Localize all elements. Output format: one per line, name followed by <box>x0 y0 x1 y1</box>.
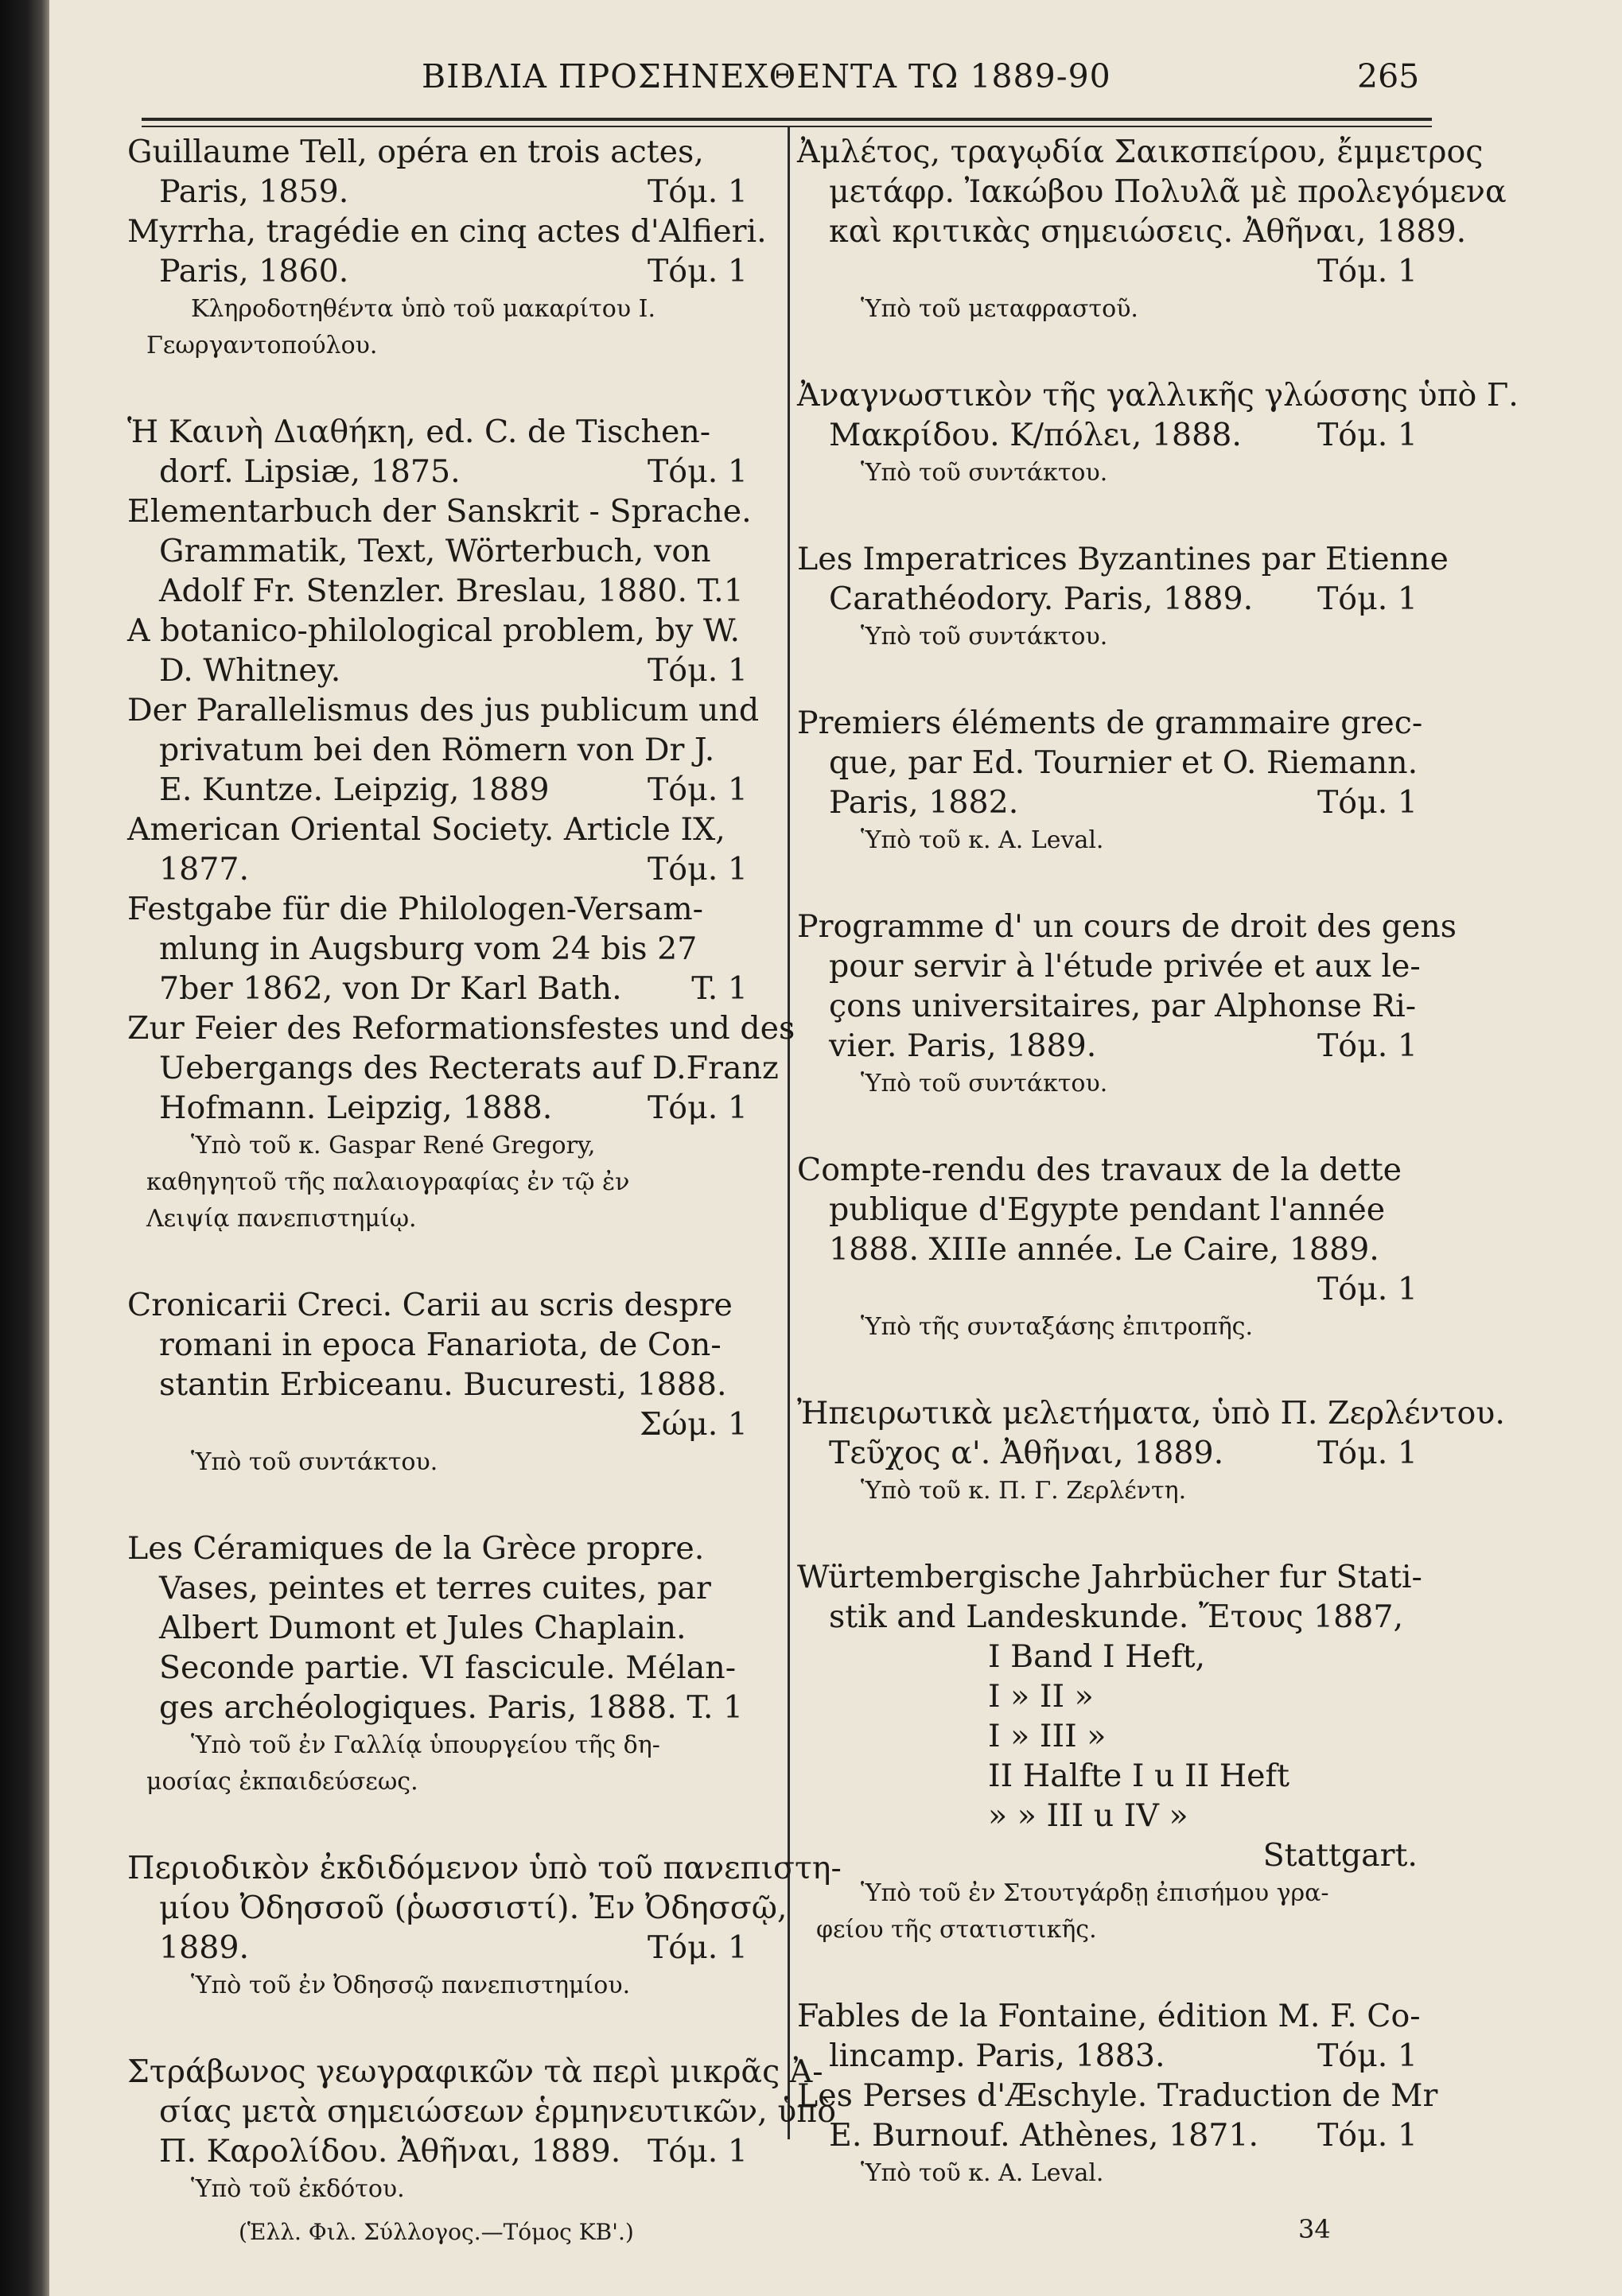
volume-count: Τόμ. 1 <box>1317 1028 1418 1064</box>
donor-line <box>797 1309 1433 1346</box>
entry-text: Hofmann. Leipzig, 1888. <box>159 1090 553 1126</box>
volume-count: Τόμ. 1 <box>647 851 748 888</box>
entry-line <box>797 2115 1433 2155</box>
donor-line <box>127 1764 764 1801</box>
entry-line <box>797 1597 1433 1637</box>
entry-text: romani in epoca Fanariota, de Con- <box>159 1327 722 1363</box>
entry-text: Λειψίᾳ πανεπιστημίῳ. <box>146 1205 417 1233</box>
entry-line <box>797 415 1433 455</box>
entry-text: Grammatik, Text, Wörterbuch, von <box>159 533 711 569</box>
entry-text: Ὑπὸ τοῦ κ. Gaspar René Gregory, <box>191 1132 596 1160</box>
entry-line <box>127 412 764 452</box>
page-number: 265 <box>1357 57 1420 95</box>
entry-line <box>797 1796 1433 1836</box>
volume-count: Τόμ. 1 <box>1317 581 1418 617</box>
bibliography-entry <box>797 1393 1505 1509</box>
volume-count: Τόμ. 1 <box>647 453 748 490</box>
entry-line <box>797 1756 1433 1796</box>
entry-line <box>797 1716 1433 1756</box>
entry-line <box>127 571 764 611</box>
entry-line <box>797 2076 1438 2115</box>
entry-text: Les Perses d'Æschyle. Traduction de Mr <box>797 2077 1438 2114</box>
entry-line <box>127 1529 764 1568</box>
entry-line <box>797 1557 1433 1597</box>
entry-text: καθηγητοῦ τῆς παλαιογραφίας ἐν τῷ ἐν <box>146 1168 630 1196</box>
entry-text: Στράβωνος γεωγραφικῶν τὰ περὶ μικρᾶς Ἀ- <box>127 2053 823 2090</box>
entry-text: Würtembergische Jahrbücher fur Stati- <box>797 1559 1422 1595</box>
donor-line <box>797 822 1433 859</box>
volume-count: Σώμ. 1 <box>639 1406 748 1443</box>
entry-text: Ὑπὸ τοῦ ἐν Γαλλίᾳ ὑπουργείου τῆς δη- <box>191 1731 660 1759</box>
entry-text: E. Burnouf. Athènes, 1871. <box>829 2117 1259 2154</box>
donor-line <box>797 1473 1433 1509</box>
entry-line <box>127 1365 764 1404</box>
entry-line <box>127 1088 764 1128</box>
donor-line <box>127 1727 764 1764</box>
entry-text: 1877. <box>159 851 250 888</box>
entry-text: Ὑπὸ τοῦ ἐκδότου. <box>191 2175 405 2203</box>
header-rule-thick <box>142 118 1432 121</box>
entry-text: Μακρίδου. Κ/πόλει, 1888. <box>829 417 1242 453</box>
entry-line <box>127 810 764 849</box>
entry-line <box>127 491 764 531</box>
volume-count: Τόμ. 1 <box>647 1090 748 1126</box>
entry-text: Ὑπὸ τοῦ κ. A. Leval. <box>861 2159 1104 2187</box>
entry-text: Π. Καρολίδου. Ἀθῆναι, 1889. <box>159 2133 621 2170</box>
entry-line <box>127 132 764 172</box>
page-title: ΒΙΒΛΙΑ ΠΡΟΣΗΝΕΧΘΕΝΤΑ ΤΩ 1889-90 <box>422 57 1111 95</box>
entry-line <box>797 579 1433 619</box>
entry-text: Seconde partie. VI fascicule. Mélan- <box>159 1649 737 1686</box>
entry-text: Elementarbuch der Sanskrit - Sprache. <box>127 493 752 530</box>
donor-line <box>797 455 1433 491</box>
entry-line <box>127 1568 764 1608</box>
entry-text: » » III u IV » <box>988 1797 1188 1834</box>
entry-line <box>797 703 1433 743</box>
entry-text: Τεῦχος α'. Ἀθῆναι, 1889. <box>829 1435 1224 1471</box>
entry-text: 1889. <box>159 1929 250 1966</box>
entry-text: Zur Feier des Reformationsfestes und des <box>127 1010 795 1047</box>
entry-text: 7ber 1862, von Dr Karl Bath. <box>159 970 622 1007</box>
entry-text: Der Parallelismus des jus publicum und <box>127 692 760 728</box>
entry-text: Carathéodory. Paris, 1889. <box>829 581 1254 617</box>
entry-line <box>127 1404 764 1444</box>
bibliography-entry <box>127 1848 842 2004</box>
bibliography-entry <box>127 2052 837 2208</box>
entry-text: Les Imperatrices Byzantines par Etienne <box>797 541 1449 577</box>
entry-line <box>127 690 764 730</box>
entry-line <box>127 531 764 571</box>
entry-text: Ἀναγνωστικὸν τῆς γαλλικῆς γλώσσης ὑπὸ Γ. <box>797 377 1519 414</box>
entry-text: Ἠπειρωτικὰ μελετήματα, ὑπὸ Π. Ζερλέντου. <box>797 1395 1505 1432</box>
entry-line <box>127 849 764 889</box>
volume-count: Τόμ. 1 <box>1317 1435 1418 1471</box>
entry-text: Ὑπὸ τοῦ μεταφραστοῦ. <box>861 295 1138 323</box>
entry-text: σίας μετὰ σημειώσεων ἑρμηνευτικῶν, ὑπὸ <box>159 2093 837 2130</box>
entry-text: I » II » <box>988 1678 1094 1715</box>
entry-line <box>797 1676 1433 1716</box>
entry-line <box>127 1048 779 1088</box>
entry-line <box>127 969 764 1008</box>
bibliography-entry <box>127 132 767 364</box>
entry-line <box>797 375 1519 415</box>
donor-line <box>127 2171 764 2208</box>
entry-text: Ὑπὸ τοῦ κ. Π. Γ. Ζερλέντη. <box>861 1477 1187 1505</box>
entry-text: Les Céramiques de la Grèce propre. <box>127 1530 705 1567</box>
entry-line <box>797 1393 1505 1433</box>
entry-line <box>127 1608 764 1648</box>
entry-text: Ἡ Καινὴ Διαθήκη, ed. C. de Tischen- <box>127 414 711 450</box>
entry-text: Premiers éléments de grammaire grec- <box>797 705 1423 741</box>
entry-text: çons universitaires, par Alphonse Ri- <box>829 988 1417 1024</box>
entry-text: Ὑπὸ τοῦ συντάκτου. <box>861 623 1108 651</box>
volume-count: Τόμ. 1 <box>1317 1271 1418 1307</box>
bibliography-entry <box>797 1557 1433 1948</box>
entry-line <box>797 2036 1433 2076</box>
entry-text: ges archéologiques. Paris, 1888. T. 1 <box>159 1689 744 1726</box>
entry-text: μετάφρ. Ἰακώβου Πολυλᾶ μὲ προλεγόμενα <box>829 173 1507 210</box>
donor-line <box>127 1201 764 1237</box>
entry-line <box>797 907 1457 946</box>
column-divider <box>788 127 790 2139</box>
footer-note: (Ἑλλ. Φιλ. Σύλλογος.—Τόμος ΚΒ'.) <box>239 2219 634 2245</box>
donor-line <box>127 1968 764 2004</box>
entry-text: Cronicarii Creci. Carii au scris despre <box>127 1287 733 1323</box>
donor-line <box>797 2155 1433 2192</box>
entry-text: Γεωργαντοπούλου. <box>146 332 378 359</box>
entry-text: μοσίας ἐκπαιδεύσεως. <box>146 1768 418 1796</box>
entry-line <box>127 251 764 291</box>
entry-text: Κληροδοτηθέντα ὑπὸ τοῦ μακαρίτου Ι. <box>191 295 655 323</box>
entry-line <box>797 1150 1433 1190</box>
entry-line <box>127 1688 764 1727</box>
volume-count: Τόμ. 1 <box>647 1929 748 1966</box>
bibliography-entry <box>797 907 1457 1102</box>
entry-line <box>797 1269 1433 1309</box>
bibliography-entry <box>127 1529 764 1801</box>
entry-text: Guillaume Tell, opéra en trois actes, <box>127 134 704 170</box>
donor-line <box>797 1875 1433 1912</box>
entry-text: Programme d' un cours de droit des gens <box>797 908 1457 945</box>
entry-line <box>797 539 1449 579</box>
printer-signature: 34 <box>1298 2214 1331 2244</box>
entry-text: E. Kuntze. Leipzig, 1889 <box>159 771 550 808</box>
volume-count: T. 1 <box>691 970 748 1007</box>
entry-text: Paris, 1882. <box>829 784 1019 821</box>
entry-text: I Band I Heft, <box>988 1638 1206 1675</box>
donor-line <box>797 1066 1433 1102</box>
entry-line <box>127 212 767 251</box>
entry-text: Περιοδικὸν ἐκδιδόμενον ὑπὸ τοῦ πανεπιστη- <box>127 1850 842 1886</box>
bibliography-entry <box>797 703 1433 859</box>
entry-line <box>797 1433 1433 1473</box>
entry-line <box>127 929 764 969</box>
bibliography-entry <box>797 132 1507 328</box>
volume-count: Τόμ. 1 <box>647 652 748 689</box>
entry-line <box>797 172 1507 212</box>
entry-line <box>127 1325 764 1365</box>
volume-count: Τόμ. 1 <box>1317 784 1418 821</box>
entry-text: Ὑπὸ τοῦ ἐν Ὀδησσῷ πανεπιστημίου. <box>191 1972 631 1999</box>
entry-text: stantin Erbiceanu. Bucuresti, 1888. <box>159 1366 727 1403</box>
entry-line <box>797 783 1433 822</box>
entry-text: A botanico-philological problem, by W. <box>127 612 741 649</box>
donor-line <box>127 1128 764 1164</box>
entry-line <box>797 946 1433 986</box>
entry-text: D. Whitney. <box>159 652 341 689</box>
donor-line <box>797 291 1433 328</box>
entry-text: φείου τῆς στατιστικῆς. <box>816 1916 1097 1944</box>
header-rule-thin <box>142 126 1432 127</box>
entry-line <box>797 212 1467 251</box>
entry-line <box>797 1230 1433 1269</box>
volume-count: Τόμ. 1 <box>1317 2117 1418 2154</box>
volume-count: Τόμ. 1 <box>1317 2038 1418 2074</box>
entry-text: Compte-rendu des travaux de la dette <box>797 1152 1402 1188</box>
entry-text: Paris, 1859. <box>159 173 349 210</box>
entry-line <box>797 1836 1433 1875</box>
entry-text: que, par Ed. Tournier et O. Riemann. <box>829 744 1418 781</box>
donor-line <box>127 1164 764 1201</box>
entry-text: Ὑπὸ τοῦ συντάκτου. <box>191 1448 438 1476</box>
entry-text: Ἀμλέτος, τραγῳδία Σαικσπείρου, ἔμμετρος <box>797 134 1484 170</box>
entry-line <box>127 770 764 810</box>
entry-text: pour servir à l'étude privée et aux le- <box>829 948 1421 985</box>
entry-line <box>127 730 764 770</box>
entry-text: II Halfte I u II Heft <box>988 1758 1290 1794</box>
entry-text: American Oriental Society. Article IX, <box>127 811 725 848</box>
volume-count: Τόμ. 1 <box>647 771 748 808</box>
entry-line <box>797 132 1484 172</box>
entry-text: dorf. Lipsiæ, 1875. <box>159 453 461 490</box>
entry-line <box>797 986 1433 1026</box>
entry-text: privatum bei den Römern von Dr J. <box>159 732 715 768</box>
volume-count: Τόμ. 1 <box>647 173 748 210</box>
entry-text: Ὑπὸ τοῦ συντάκτου. <box>861 459 1108 487</box>
bibliography-entry <box>127 412 795 1237</box>
bibliography-entry <box>797 539 1449 655</box>
left-column <box>127 132 842 2228</box>
entry-line <box>127 651 764 690</box>
entry-line <box>797 1190 1433 1230</box>
entry-line <box>127 1888 788 1928</box>
entry-text: mlung in Augsburg vom 24 bis 27 <box>159 930 698 967</box>
book-binding-edge <box>0 0 49 2296</box>
entry-line <box>797 1996 1433 2036</box>
entry-text: vier. Paris, 1889. <box>829 1028 1097 1064</box>
bibliography-entry <box>797 1996 1438 2192</box>
donor-line <box>127 328 764 364</box>
entry-text: καὶ κριτικὰς σημειώσεις. Ἀθῆναι, 1889. <box>829 213 1467 250</box>
volume-count: Τόμ. 1 <box>1317 253 1418 289</box>
bibliography-entry <box>127 1285 764 1481</box>
entry-text: Ὑπὸ τοῦ κ. A. Leval. <box>861 826 1104 854</box>
entry-line <box>797 1637 1433 1676</box>
entry-text: Adolf Fr. Stenzler. Breslau, 1880. T.1 <box>159 573 744 609</box>
entry-text: Ὑπὸ τοῦ ἐν Στουτγάρδῃ ἐπισήμου γρα- <box>861 1879 1329 1907</box>
volume-count: Τόμ. 1 <box>1317 417 1418 453</box>
donor-line <box>127 1444 764 1481</box>
donor-line <box>797 619 1433 655</box>
volume-count: Τόμ. 1 <box>647 253 748 289</box>
donor-line <box>127 291 764 328</box>
entry-line <box>127 611 764 651</box>
entry-text: Albert Dumont et Jules Chaplain. <box>159 1610 687 1646</box>
bibliography-entry <box>797 1150 1433 1346</box>
entry-line <box>127 889 764 929</box>
entry-line <box>797 251 1433 291</box>
entry-line <box>127 1648 764 1688</box>
entry-line <box>127 172 764 212</box>
entry-text: Vases, peintes et terres cuites, par <box>159 1570 711 1606</box>
entry-text: publique d'Egypte pendant l'année <box>829 1191 1386 1228</box>
entry-line <box>797 743 1433 783</box>
entry-text: Festgabe für die Philologen-Versam- <box>127 891 703 927</box>
entry-text: Myrrha, tragédie en cinq actes d'Alfieri. <box>127 213 767 250</box>
volume-count: Stattgart. <box>1262 1837 1418 1874</box>
volume-count: Τόμ. 1 <box>647 2133 748 2170</box>
entry-line <box>127 2092 837 2131</box>
entry-text: Ὑπὸ τοῦ συντάκτου. <box>861 1070 1108 1097</box>
entry-line <box>127 452 764 491</box>
bibliography-entry <box>797 375 1519 491</box>
entry-line <box>797 1026 1433 1066</box>
entry-text: μίου Ὀδησσοῦ (ῥωσσιστί). Ἐν Ὀδησσῷ, <box>159 1890 788 1926</box>
entry-line <box>127 1848 842 1888</box>
entry-text: stik and Landeskunde. Ἔτους 1887, <box>829 1599 1404 1635</box>
donor-line <box>797 1912 1433 1948</box>
entry-text: I » III » <box>988 1718 1107 1754</box>
entry-line <box>127 2131 764 2171</box>
entry-line <box>127 1928 764 1968</box>
entry-text: Fables de la Fontaine, édition M. F. Co- <box>797 1998 1421 2034</box>
entry-line <box>127 1285 764 1325</box>
right-column <box>797 132 1519 2212</box>
entry-line <box>127 2052 823 2092</box>
entry-text: 1888. XIIIe année. Le Caire, 1889. <box>829 1231 1379 1268</box>
entry-text: Ὑπὸ τῆς συνταξάσης ἐπιτροπῆς. <box>861 1313 1254 1341</box>
entry-text: lincamp. Paris, 1883. <box>829 2038 1165 2074</box>
entry-text: Paris, 1860. <box>159 253 349 289</box>
entry-line <box>127 1008 795 1048</box>
entry-text: Uebergangs des Recterats auf D.Franz <box>159 1050 779 1086</box>
